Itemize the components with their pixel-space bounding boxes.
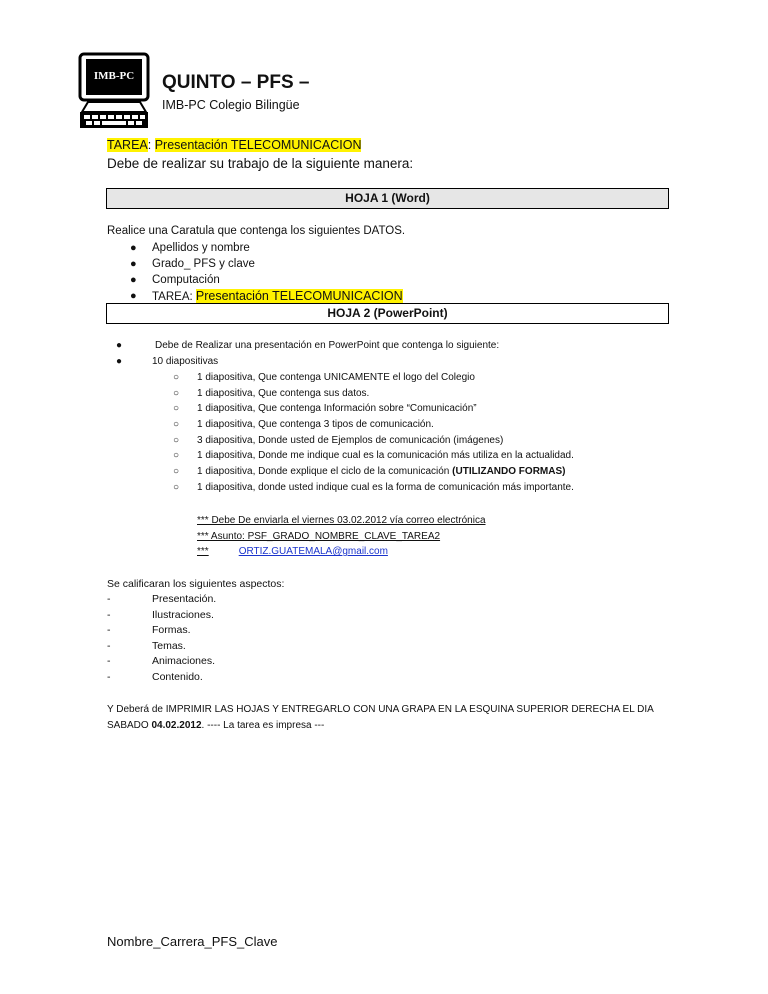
- list-item: ● Apellidos y nombre: [130, 242, 250, 254]
- list-item: - Temas.: [107, 639, 186, 652]
- hoja2-heading: HOJA 2 (PowerPoint): [327, 306, 448, 320]
- hoja2-sublist: [173, 370, 637, 496]
- send-subject: *** Asunto: PSF_GRADO_NOMBRE_CLAVE_TAREA2: [197, 531, 441, 542]
- hoja1-heading-box: [106, 188, 669, 209]
- list-item: - Presentación.: [107, 593, 217, 605]
- hoja2-item-1: ● Debe de Realizar una presentación en PowerPoint que contenga lo siguiente:: [155, 338, 499, 354]
- circle-bullet-icon: ○: [173, 372, 180, 383]
- list-item: ○ 3 diapositiva, Donde usted de Ejemplos de comunicación (imágenes): [197, 433, 637, 449]
- hoja1-list: [130, 240, 552, 304]
- list-item: ○ 1 diapositiva, Donde explique el ciclo de la comunicación (UTILIZANDO FORMAS): [197, 464, 637, 480]
- grading-list: [107, 592, 452, 686]
- hoja2-heading-box: [106, 303, 669, 324]
- footer-text: Nombre_Carrera_PFS_Clave: [107, 934, 278, 949]
- closing-line-1: Y Deberá de IMPRIMIR LAS HOJAS Y ENTREGARLO CON UNA GRAPA EN LA ESQUINA SUPERIOR DERECHA EL DIA: [107, 704, 654, 715]
- tarea-label: TAREA: [107, 138, 148, 152]
- list-item: ○ 1 diapositiva, donde usted indique cual es la forma de comunicación más importante.: [197, 480, 637, 496]
- circle-bullet-icon: ○: [173, 434, 180, 446]
- send-email-prefix: ***: [197, 546, 209, 557]
- email-link[interactable]: ORTIZ.GUATEMALA@gmail.com: [238, 546, 388, 557]
- list-item: ○ 1 diapositiva, Que contenga Información sobre “Comunicación”: [197, 401, 637, 417]
- tarea-line: [107, 138, 361, 152]
- circle-bullet-icon: ○: [173, 466, 180, 478]
- circle-bullet-icon: ○: [173, 481, 180, 493]
- send-email-line: [197, 544, 388, 560]
- list-item: - Animaciones.: [107, 655, 216, 668]
- page-subtitle: IMB-PC Colegio Bilingüe: [162, 98, 300, 112]
- list-item: ○ 1 diapositiva, Que contenga sus datos.: [197, 386, 637, 402]
- tarea-instruction: Debe de realizar su trabajo de la siguiente manera:: [107, 156, 414, 171]
- grading-intro: Se calificaran los siguientes aspectos:: [107, 578, 285, 590]
- school-logo: [74, 52, 154, 132]
- bullet-icon: ●: [130, 242, 137, 254]
- circle-bullet-icon: ○: [173, 450, 180, 462]
- bullet-icon: ●: [130, 258, 137, 270]
- list-item: ● Computación: [130, 274, 220, 286]
- list-item: ○ 1 diapositiva, Que contenga UNICAMENTE el logo del Colegio: [197, 370, 637, 386]
- bullet-icon: ●: [116, 340, 123, 351]
- list-item: ○ 1 diapositiva, Donde me indique cual es la comunicación más utiliza en la actualidad.: [197, 448, 637, 464]
- computer-logo-icon: [74, 52, 154, 132]
- bullet-icon: ●: [130, 290, 137, 302]
- hoja1-tarea-topic: Presentación TELECOMUNICACION: [195, 289, 403, 303]
- hoja1-heading: HOJA 1 (Word): [345, 191, 430, 205]
- tarea-separator: :: [147, 138, 155, 152]
- bullet-icon: ●: [130, 274, 137, 286]
- hoja1-intro: Realice una Caratula que contenga los siguientes DATOS.: [107, 225, 406, 237]
- list-item: - Formas.: [107, 624, 191, 637]
- list-item: - Contenido.: [107, 670, 203, 683]
- list-item: ○ 1 diapositiva, Que contenga 3 tipos de comunicación.: [197, 417, 637, 433]
- closing-line-2: SABADO 04.02.2012. ---- La tarea es impresa ---: [107, 720, 325, 731]
- circle-bullet-icon: ○: [173, 403, 180, 415]
- list-item: ● TAREA: Presentación TELECOMUNICACION: [130, 289, 403, 303]
- list-item: - Ilustraciones.: [107, 608, 214, 621]
- page-title: QUINTO – PFS –: [162, 72, 310, 93]
- circle-bullet-icon: ○: [173, 419, 180, 431]
- tarea-topic: Presentación TELECOMUNICACION: [154, 138, 362, 152]
- delivery-date: 04.02.2012: [151, 720, 202, 731]
- circle-bullet-icon: ○: [173, 387, 180, 399]
- send-deadline: *** Debe De enviarla el viernes 03.02.2012 vía correo electrónica: [197, 515, 486, 526]
- logo-text: IMB-PC: [93, 70, 135, 82]
- bullet-icon: ●: [116, 356, 123, 367]
- hoja2-item-2: ● 10 diapositivas: [152, 354, 218, 370]
- list-item: ● Grado_ PFS y clave: [130, 258, 255, 270]
